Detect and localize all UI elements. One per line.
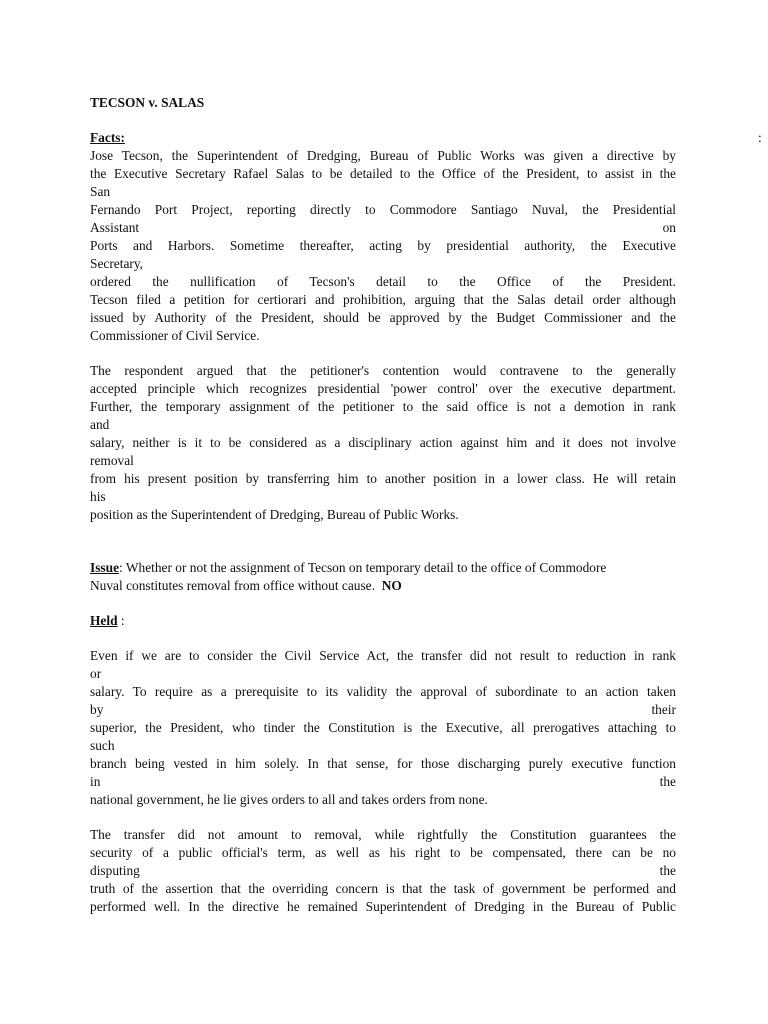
facts-p1-line: Ports and Harbors. Sometime thereafter, acting by presidential authority, the Executive bbox=[90, 238, 676, 253]
issue-answer: NO bbox=[381, 578, 402, 593]
held-p1-line: in the bbox=[90, 774, 676, 789]
issue-line-1 bbox=[90, 559, 676, 577]
held-p1-line: salary. To require as a prerequisite to its validity the approval of subordinate to an action taken bbox=[90, 684, 676, 699]
facts-p1-line: Commissioner of Civil Service. bbox=[90, 328, 260, 343]
held-p1-line: Even if we are to consider the Civil Service Act, the transfer did not result to reduction in rank bbox=[90, 648, 676, 663]
issue-line-2 bbox=[90, 577, 676, 595]
facts-p2-line: his bbox=[90, 489, 106, 504]
held-colon: : bbox=[117, 613, 125, 628]
facts-p2-line: The respondent argued that the petitioner's contention would contravene to the generally bbox=[90, 363, 676, 378]
held-p2-line: security of a public official's term, as well as his right to be compensated, there can be no bbox=[90, 845, 676, 860]
held-heading-line bbox=[90, 612, 676, 630]
facts-p1-line: issued by Authority of the President, should be approved by the Budget Commissioner and the bbox=[90, 310, 676, 325]
held-p1-line: superior, the President, who tinder the Constitution is the Executive, all prerogatives attaching to bbox=[90, 720, 676, 735]
held-heading: Held bbox=[90, 613, 118, 628]
facts-p2-line: Further, the temporary assignment of the petitioner to the said office is not a demotion in rank bbox=[90, 399, 676, 414]
held-p2-line: performed well. In the directive he remained Superintendent of Dredging in the Bureau of Public bbox=[90, 899, 676, 914]
held-p1-line: such bbox=[90, 738, 115, 753]
held-p2-line: truth of the assertion that the overriding concern is that the task of government be performed and bbox=[90, 881, 676, 896]
facts-p1-line: Tecson filed a petition for certiorari and prohibition, arguing that the Salas detail order although bbox=[90, 292, 676, 307]
facts-p1-line: San bbox=[90, 184, 111, 199]
facts-p2-line: position as the Superintendent of Dredging, Bureau of Public Works. bbox=[90, 507, 459, 522]
facts-heading: Facts: bbox=[90, 130, 125, 145]
issue-text-1: : Whether or not the assignment of Tecson on temporary detail to the office of Commodore bbox=[119, 560, 607, 575]
facts-p2-line: and bbox=[90, 417, 110, 432]
held-p1-line: national government, he lie gives orders to all and takes orders from none. bbox=[90, 792, 488, 807]
issue-text-2: Nuval constitutes removal from office without cause. bbox=[90, 578, 375, 593]
facts-p1-line: Secretary, bbox=[90, 256, 144, 271]
held-p1-line: by their bbox=[90, 702, 676, 717]
facts-p1-line: ordered the nullification of Tecson's detail to the Office of the President. bbox=[90, 274, 676, 289]
facts-p2-line: salary, neither is it to be considered as a disciplinary action against him and it does not involve bbox=[90, 435, 676, 450]
facts-p2-line: removal bbox=[90, 453, 134, 468]
held-p1-line: branch being vested in him solely. In that sense, for those discharging purely executive function bbox=[90, 756, 676, 771]
facts-p2-line: accepted principle which recognizes presidential 'power control' over the executive department. bbox=[90, 381, 676, 396]
facts-p1-line: Fernando Port Project, reporting directly to Commodore Santiago Nuval, the Presidential bbox=[90, 202, 676, 217]
facts-p2-line: from his present position by transferring him to another position in a lower class. He will retain bbox=[90, 471, 676, 486]
held-p2-line: The transfer did not amount to removal, while rightfully the Constitution guarantees the bbox=[90, 827, 676, 842]
facts-p1-line: Jose Tecson, the Superintendent of Dredging, Bureau of Public Works was given a directive by bbox=[90, 148, 676, 163]
case-title: TECSON v. SALAS bbox=[90, 95, 205, 110]
facts-p1-line: the Executive Secretary Rafael Salas to be detailed to the Office of the President, to assist in the bbox=[90, 166, 676, 181]
held-p1-line: or bbox=[90, 666, 102, 681]
issue-heading: Issue bbox=[90, 560, 120, 575]
held-p2-line: disputing the bbox=[90, 863, 676, 878]
facts-p1-line: Assistant on bbox=[90, 220, 676, 235]
facts-colon: : bbox=[758, 130, 762, 145]
facts-heading-line bbox=[90, 129, 762, 147]
